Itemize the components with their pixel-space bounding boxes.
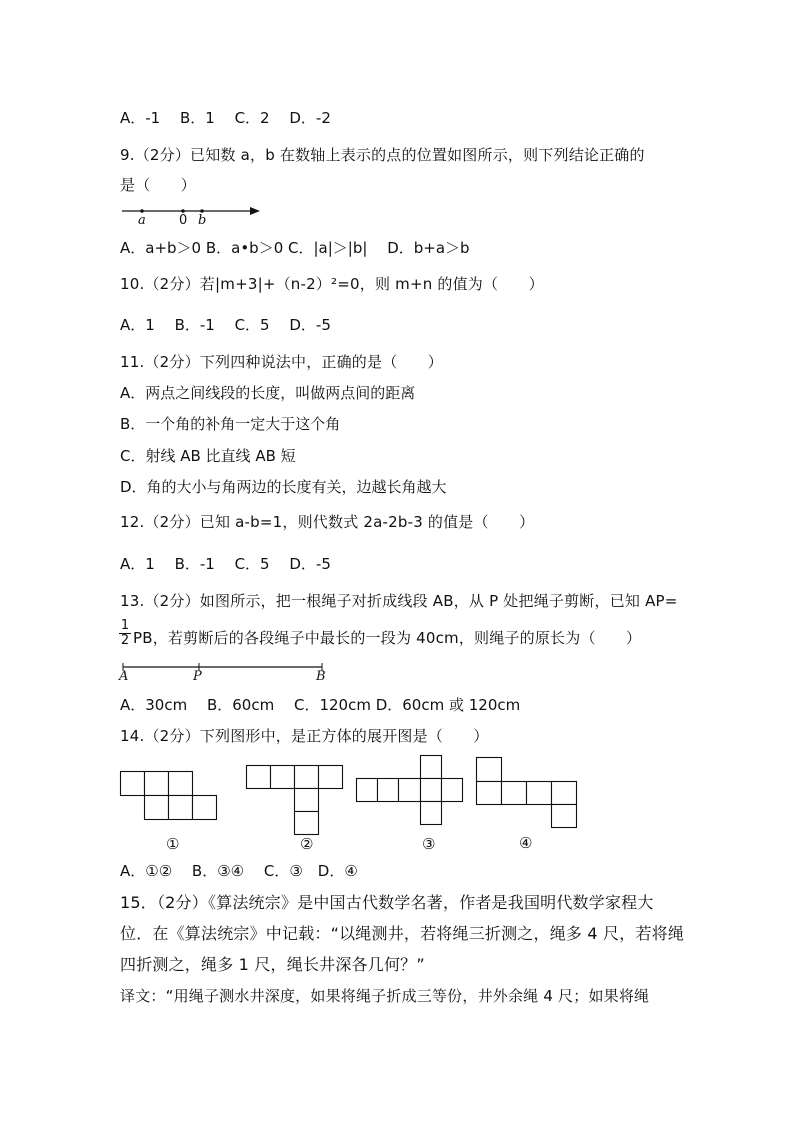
- q11-option-c: C．射线 AB 比直线 AB 短: [120, 447, 296, 465]
- q13-options: A．30cm B．60cm C．120cm D．60cm 或 120cm: [120, 696, 521, 714]
- q9-options: A．a+b＞0 B．a•b＞0 C．|a|＞|b| D．b+a＞b: [120, 239, 470, 257]
- q13-stem-line1: 13.（2分）如图所示，把一根绳子对折成线段 AB，从 P 处把绳子剪断，已知 AP=: [120, 592, 678, 610]
- cube-net-1: [120, 771, 220, 823]
- cube-net-2: [246, 765, 346, 837]
- q12-stem: 12.（2分）已知 a-b=1，则代数式 2a-2b-3 的值是（ ）: [120, 513, 535, 531]
- point-label-b: B: [316, 669, 326, 684]
- point-label-p: P: [193, 669, 202, 684]
- q15-line4: 译文：“用绳子测水井深度，如果将绳子折成三等份，井外余绳 4 尺；如果将绳: [120, 987, 650, 1005]
- q13-segment-figure: [120, 660, 330, 676]
- axis-label-zero: 0: [179, 213, 188, 228]
- q13-stem-line2: PB，若剪断后的各段绳子中最长的一段为 40cm，则绳子的原长为（ ）: [133, 629, 642, 647]
- fraction-numerator: 1: [120, 618, 130, 633]
- net-label-3: ③: [422, 835, 436, 853]
- q11-stem: 11.（2分）下列四种说法中，正确的是（ ）: [120, 353, 444, 371]
- fraction-denominator: 2: [120, 633, 130, 648]
- q14-options: A．①② B．③④ C．③ D．④: [120, 862, 358, 880]
- q10-stem: 10.（2分）若|m+3|+（n-2）²=0，则 m+n 的值为（ ）: [120, 275, 544, 293]
- net-label-4: ④: [519, 834, 533, 852]
- q13-fraction: [119, 619, 131, 648]
- q10-options: A．1 B．-1 C．5 D．-5: [120, 316, 331, 334]
- q12-options: A．1 B．-1 C．5 D．-5: [120, 555, 331, 573]
- q9-stem-line2: 是（ ）: [120, 176, 197, 194]
- net-label-2: ②: [300, 835, 314, 853]
- q11-option-d: D．角的大小与角两边的长度有关，边越长角越大: [120, 478, 447, 496]
- cube-net-3: [356, 755, 466, 827]
- q11-option-a: A．两点之间线段的长度，叫做两点间的距离: [120, 384, 416, 402]
- arrow-head-icon: [250, 207, 260, 215]
- net-label-1: ①: [166, 835, 180, 853]
- q15-line1: 15．（2分）《算法统宗》是中国古代数学名著，作者是我国明代数学家程大: [120, 893, 654, 912]
- q9-stem-line1: 9.（2分）已知数 a，b 在数轴上表示的点的位置如图所示，则下列结论正确的: [120, 146, 645, 164]
- point-label-a: A: [119, 669, 129, 684]
- cube-net-4: [476, 757, 580, 829]
- q8-options: A．-1 B．1 C．2 D．-2: [120, 109, 331, 127]
- axis-label-b: b: [198, 213, 207, 228]
- q15-line3: 四折测之，绳多 1 尺，绳长井深各几何？”: [120, 955, 425, 974]
- q15-line2: 位．在《算法统宗》中记载：“以绳测井，若将绳三折测之，绳多 4 尺，若将绳: [120, 924, 685, 943]
- q11-option-b: B．一个角的补角一定大于这个角: [120, 415, 341, 433]
- q14-stem: 14.（2分）下列图形中，是正方体的展开图是（ ）: [120, 727, 489, 745]
- axis-label-a: a: [138, 213, 146, 228]
